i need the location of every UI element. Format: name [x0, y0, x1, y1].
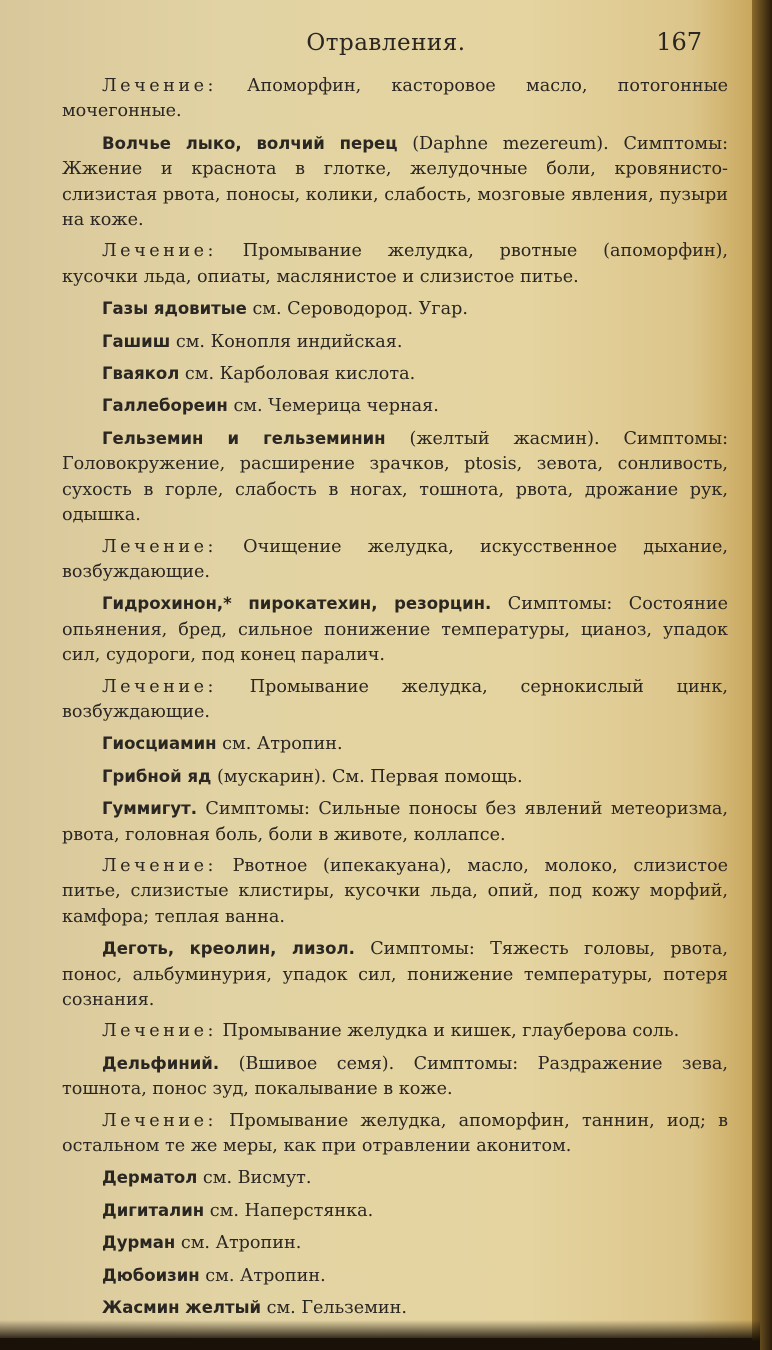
entry-heading: Гиосциамин — [102, 734, 217, 754]
page-header — [60, 24, 712, 64]
entry-text: Промывание желудка и кишек, глауберова соль. — [222, 1021, 680, 1042]
treatment-label: Лечение: — [102, 536, 217, 557]
entry-heading: Дюбоизин — [102, 1265, 200, 1285]
entry-paragraph — [62, 1295, 728, 1321]
treatment-label: Лечение: — [102, 1110, 217, 1131]
entry-heading: Дурман — [102, 1233, 176, 1253]
entry-text: Промывание желудка, апоморфин, таннин, иод; в остальном те же меры, как при отравлении аконитом. — [62, 1110, 728, 1157]
entry-heading: Волчье лыко, волчий перец — [102, 133, 398, 153]
entry-text: (Daphne mezereum). Симптомы: Жжение и краснота в глотке, желудочные боли, кровянисто-слизистая рвота, поносы, колики, слабость, мозговые явления, пузыри на коже. — [62, 133, 729, 231]
entry-paragraph — [62, 731, 728, 757]
entry-text: см. Наперстянка. — [209, 1200, 374, 1221]
entry-heading: Гидрохинон,* пирокатехин, резорцин. — [102, 594, 492, 614]
entry-text: Очищение желудка, искусственное дыхание, возбуждающие. — [62, 536, 729, 582]
entry-paragraph — [62, 131, 728, 234]
entry-heading: Гельземин и гельземинин — [102, 428, 386, 448]
entry-heading: Гуммигут. — [102, 799, 198, 819]
entry-text: Промывание желудка, сернокислый цинк, возбуждающие. — [62, 676, 728, 722]
treatment-label: Лечение: — [102, 1021, 217, 1042]
entry-text: (желтый жасмин). Симптомы: Головокружение, расширение зрачков, ptosis, зевота, сонливость, сухость в горле, слабость в ногах, тошнота, рвота, дрожание рук, одышка. — [62, 428, 728, 526]
entry-paragraph — [62, 426, 728, 529]
entry-heading: Газы ядовитые — [102, 299, 247, 319]
treatment-paragraph — [62, 1019, 728, 1044]
entry-text: Апоморфин, касторовое масло, потогонные мочегонные. — [62, 76, 728, 122]
treatment-paragraph — [62, 854, 728, 930]
entry-paragraph — [62, 1051, 728, 1103]
entry-paragraph — [62, 361, 728, 387]
treatment-paragraph — [62, 535, 728, 586]
entry-heading: Гваякол — [102, 364, 180, 384]
entry-text: см. Гельземин. — [266, 1298, 407, 1319]
entry-paragraph — [62, 796, 728, 848]
entry-text: см. Атропин. — [180, 1233, 302, 1254]
page-bottom-shadow — [0, 1320, 760, 1350]
entry-text: Рвотное (ипекакуана), масло, молоко, слизистое питье, слизистые клистиры, кусочки льда, опий, под кожу морфий, камфора; теплая ванна. — [62, 855, 728, 927]
entry-text: Симптомы: Сильные поносы без явлений метеоризма, рвота, головная боль, боли в животе, коллапсе. — [62, 799, 729, 845]
entry-paragraph — [62, 1165, 728, 1191]
entry-text: см. Конопля индийская. — [175, 331, 403, 352]
entry-heading: Дельфиний. — [102, 1053, 220, 1073]
entry-paragraph — [62, 591, 728, 668]
entry-text: Промывание желудка, рвотные (апоморфин), кусочки льда, опиаты, маслянистое и слизистое питье. — [62, 241, 729, 287]
entry-paragraph — [62, 329, 728, 355]
treatment-paragraph — [62, 1109, 728, 1160]
entry-heading: Деготь, креолин, лизол. — [102, 939, 355, 959]
entry-heading: Галлебореин — [102, 396, 228, 416]
entry-paragraph — [62, 1230, 728, 1256]
treatment-paragraph — [62, 239, 728, 290]
entry-text: см. Атропин. — [205, 1265, 326, 1286]
entry-text: Симптомы: Тяжесть головы, рвота, понос, альбуминурия, упадок сил, понижение температуры, потеря сознания. — [62, 939, 728, 1010]
entry-text: см. Чемерица черная. — [233, 396, 439, 417]
entry-text: (Вшивое семя). Симптомы: Раздражение зева, тошнота, понос зуд, покалывание в коже. — [62, 1053, 729, 1100]
entry-heading: Грибной яд — [102, 766, 212, 786]
entry-paragraph — [62, 1263, 728, 1289]
entry-paragraph — [62, 1198, 728, 1224]
treatment-label: Лечение: — [102, 676, 217, 697]
entry-heading: Гашиш — [102, 331, 171, 351]
entry-text: см. Атропин. — [222, 734, 343, 755]
treatment-paragraph — [62, 675, 728, 726]
treatment-paragraph — [62, 74, 728, 125]
treatment-label: Лечение: — [102, 241, 217, 262]
entry-paragraph — [62, 764, 728, 790]
entry-heading: Дерматол — [102, 1168, 198, 1188]
page-body — [62, 74, 728, 1327]
entry-text: см. Висмут. — [202, 1168, 312, 1189]
book-spine-shadow — [752, 0, 772, 1350]
entry-text: см. Сероводород. Угар. — [252, 299, 468, 320]
entry-paragraph — [62, 296, 728, 322]
treatment-label: Лечение: — [102, 855, 217, 876]
entry-paragraph — [62, 393, 728, 419]
entry-paragraph — [62, 936, 728, 1013]
entry-text: Симптомы: Состояние опьянения, бред, сильное понижение температуры, цианоз, упадок сил, судороги, под конец паралич. — [62, 594, 728, 666]
entry-heading: Дигиталин — [102, 1200, 205, 1220]
entry-text: см. Карболовая кислота. — [184, 364, 416, 385]
entry-text: (мускарин). См. Первая помощь. — [216, 766, 523, 787]
entry-heading: Жасмин желтый — [102, 1298, 262, 1318]
treatment-label: Лечение: — [102, 76, 217, 96]
running-title: Отравления. — [306, 30, 466, 56]
page-number: 167 — [656, 28, 702, 56]
